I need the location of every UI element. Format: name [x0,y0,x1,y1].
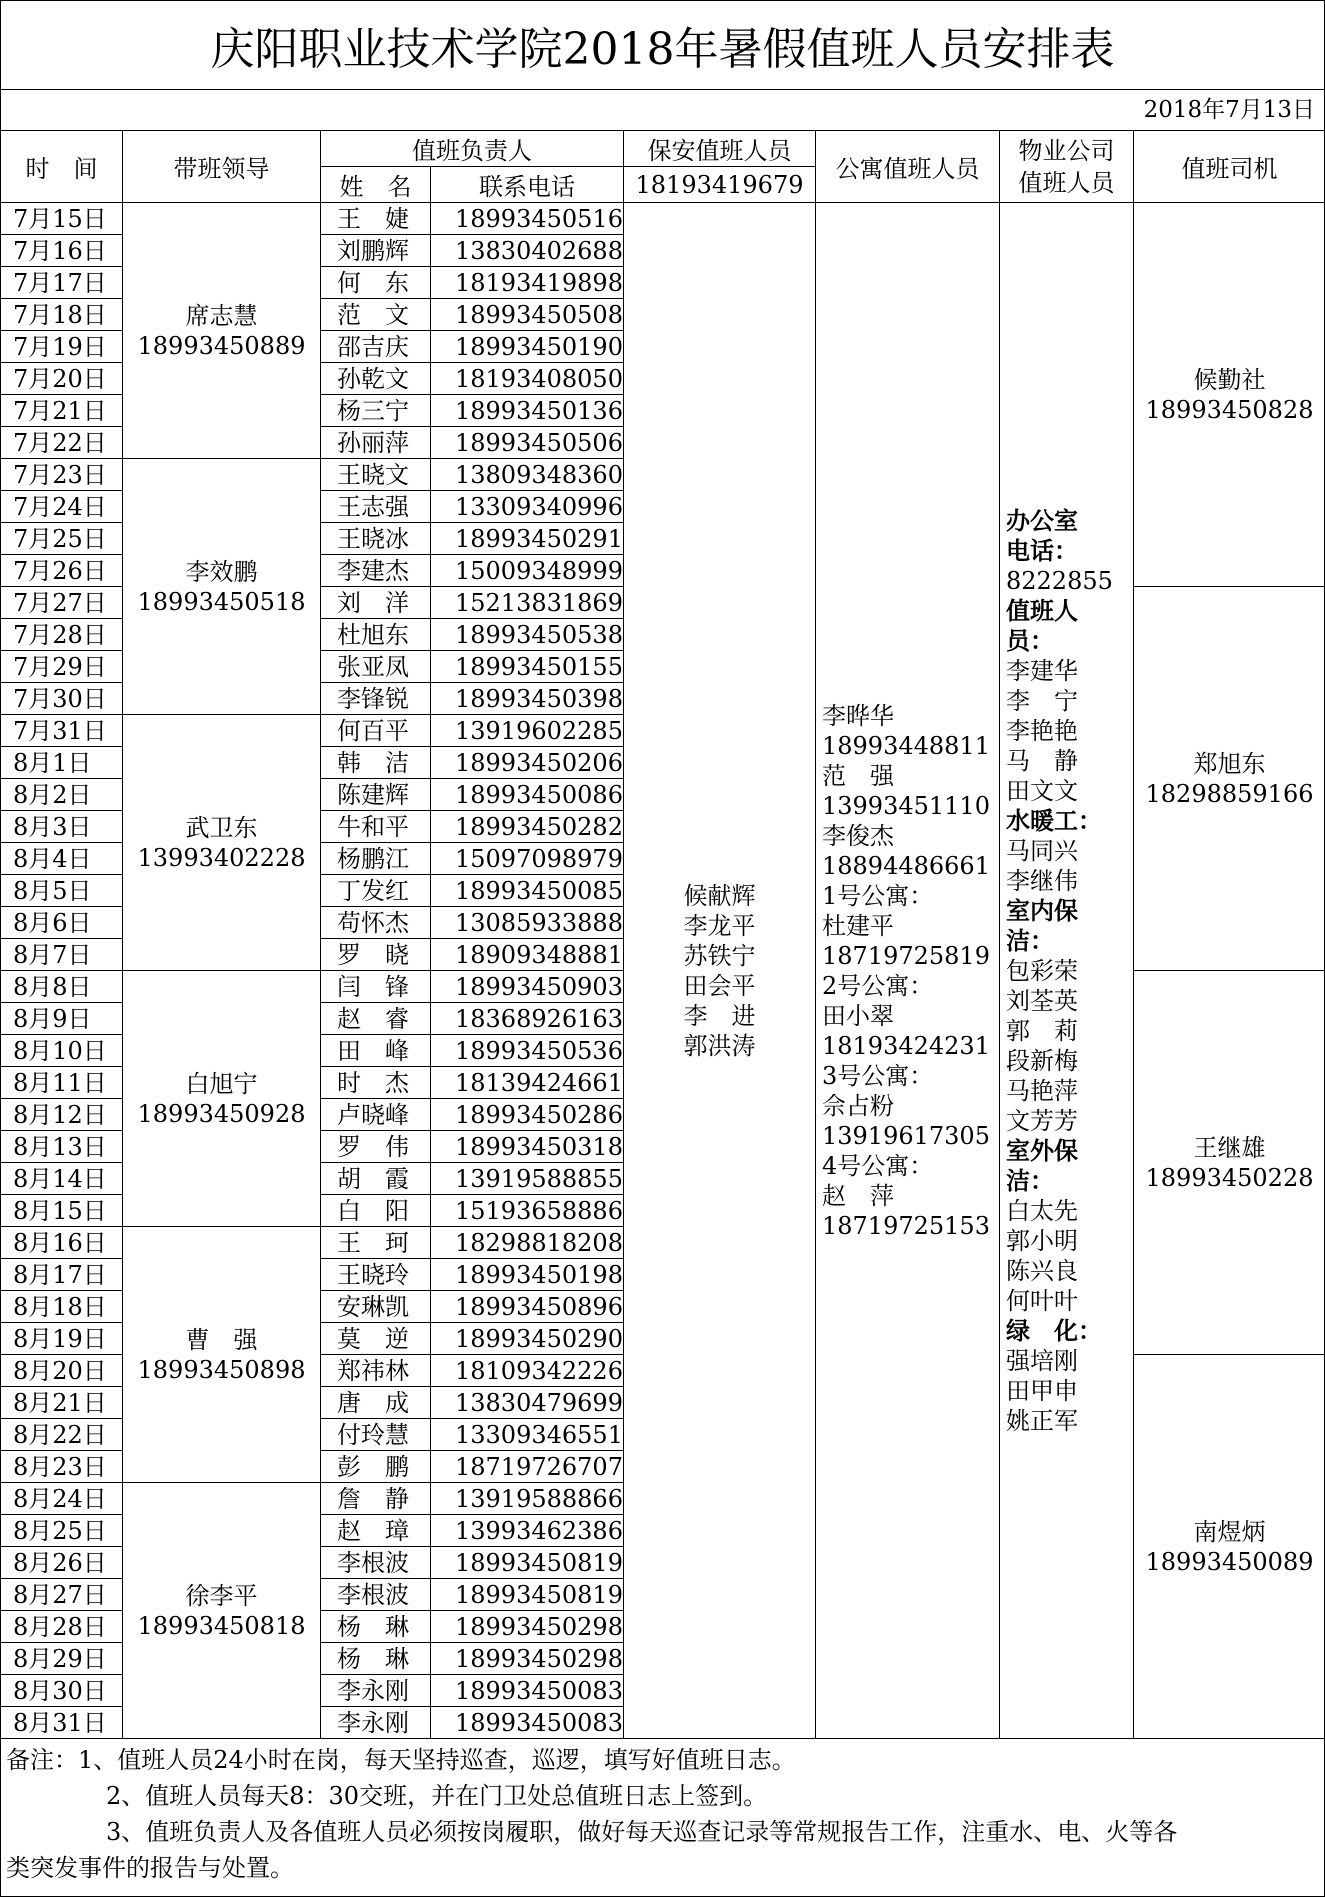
duty-head-name: 王 珂 [321,1227,431,1259]
date-cell: 8月11日 [1,1067,123,1099]
property-staff-line: 马 静 [1006,746,1078,775]
leader-name: 李效鹏 [185,557,258,586]
driver-phone: 18993450089 [1145,1547,1314,1576]
schedule-table [0,130,1325,1739]
duty-head-phone: 18109342226 [431,1355,624,1387]
duty-head-name: 何 东 [321,267,431,299]
driver-cell [1134,587,1325,971]
duty-head-phone: 15009348999 [431,555,624,587]
header-property-line2: 值班人员 [1018,168,1115,197]
duty-head-phone: 18993450286 [431,1099,624,1131]
leader-name: 武卫东 [185,813,258,842]
date-cell: 7月17日 [1,267,123,299]
property-staff-line: 李继伟 [1006,866,1078,895]
driver-phone: 18993450828 [1145,395,1314,424]
duty-head-phone: 18993450291 [431,523,624,555]
duty-head-phone: 18993450290 [431,1323,624,1355]
duty-head-phone: 18993450086 [431,779,624,811]
duty-head-name: 韩 洁 [321,747,431,779]
duty-head-name: 李根波 [321,1579,431,1611]
duty-head-phone: 13309346551 [431,1419,624,1451]
duty-head-phone: 18909348881 [431,939,624,971]
leader-cell [123,715,321,971]
property-staff-line: 郭小明 [1006,1226,1078,1255]
property-section-label: 员： [1006,626,1054,655]
date-cell: 7月21日 [1,395,123,427]
date-cell: 7月31日 [1,715,123,747]
property-section-label: 洁： [1006,1166,1054,1195]
date-cell: 8月19日 [1,1323,123,1355]
property-staff-line: 刘荃英 [1006,986,1078,1015]
date-cell: 8月1日 [1,747,123,779]
date-cell: 7月23日 [1,459,123,491]
security-staff-name: 李 进 [683,1001,756,1030]
property-section-label: 洁： [1006,926,1054,955]
duty-head-phone: 13919602285 [431,715,624,747]
apartment-staff-line: 杜建平 [822,911,894,940]
apartment-staff-line: 1号公寓： [822,881,934,910]
property-section-label: 水暖工： [1006,806,1102,835]
leader-cell [123,971,321,1227]
duty-head-phone: 18993450083 [431,1707,624,1739]
property-staff-line: 包彩荣 [1006,956,1078,985]
date-cell: 8月4日 [1,843,123,875]
date-cell: 8月20日 [1,1355,123,1387]
apartment-staff-line: 18719725819 [822,941,990,970]
property-section-label: 办公室 [1006,506,1078,535]
date-cell: 7月20日 [1,363,123,395]
notes [6,1742,1316,1886]
date-cell: 8月24日 [1,1483,123,1515]
date-cell: 8月31日 [1,1707,123,1739]
header-security: 保安值班人员 [624,131,816,167]
leader-cell [123,459,321,715]
apartment-staff-line: 李俊杰 [822,821,894,850]
date-cell: 8月8日 [1,971,123,1003]
date-cell: 8月26日 [1,1547,123,1579]
date-cell: 7月19日 [1,331,123,363]
duty-head-phone: 18993450318 [431,1131,624,1163]
duty-head-name: 邵吉庆 [321,331,431,363]
date-cell: 7月30日 [1,683,123,715]
date-cell: 8月3日 [1,811,123,843]
duty-head-phone: 18993450198 [431,1259,624,1291]
date-cell: 8月7日 [1,939,123,971]
duty-head-phone: 18993450903 [431,971,624,1003]
date-cell: 8月17日 [1,1259,123,1291]
header-apartment: 公寓值班人员 [816,131,1000,203]
duty-head-name: 苟怀杰 [321,907,431,939]
date-cell: 8月18日 [1,1291,123,1323]
duty-head-name: 卢晓峰 [321,1099,431,1131]
security-staff-name: 李龙平 [683,911,756,940]
duty-head-name: 陈建辉 [321,779,431,811]
duty-head-phone: 18993450506 [431,427,624,459]
duty-head-phone: 18993450155 [431,651,624,683]
duty-head-phone: 18993450819 [431,1579,624,1611]
property-section-label: 室外保 [1006,1136,1078,1165]
apartment-staff-line: 4号公寓： [822,1151,934,1180]
date-cell: 8月16日 [1,1227,123,1259]
duty-head-phone: 13809348360 [431,459,624,491]
apartment-staff-cell [816,203,1000,1739]
duty-head-name: 郑祎林 [321,1355,431,1387]
duty-head-phone: 18993450136 [431,395,624,427]
duty-head-phone: 18993450516 [431,203,624,235]
duty-head-phone: 13919588855 [431,1163,624,1195]
header-property-line1: 物业公司 [1018,136,1115,165]
duty-head-name: 丁发红 [321,875,431,907]
duty-head-name: 胡 霞 [321,1163,431,1195]
header-name: 姓 名 [321,167,431,203]
apartment-staff-line: 赵 萍 [822,1181,894,1210]
property-staff-line: 姚正军 [1006,1406,1078,1435]
driver-name: 南煜炳 [1193,1517,1266,1546]
duty-head-phone: 18993450298 [431,1643,624,1675]
leader-name: 曹 强 [185,1325,258,1354]
apartment-staff-line: 13919617305 [822,1121,990,1150]
duty-head-name: 詹 静 [321,1483,431,1515]
leader-phone: 18993450928 [137,1099,306,1128]
duty-head-name: 莫 逆 [321,1323,431,1355]
duty-head-name: 罗 晓 [321,939,431,971]
header-leader: 带班领导 [123,131,321,203]
leader-phone: 13993402228 [137,843,306,872]
issue-date: 2018年7月13日 [1143,97,1315,123]
property-staff-line: 陈兴良 [1006,1256,1078,1285]
note-line-1: 备注：1、值班人员24小时在岗，每天坚持巡查，巡逻，填写好值班日志。 [6,1746,796,1774]
header-security-phone: 18193419679 [624,167,816,203]
apartment-staff-line: 田小翠 [822,1001,894,1030]
date-cell: 7月18日 [1,299,123,331]
duty-head-phone: 18993450190 [431,331,624,363]
driver-name: 郑旭东 [1193,749,1266,778]
duty-head-name: 李永刚 [321,1675,431,1707]
property-staff-line: 李建华 [1006,656,1078,685]
leader-cell [123,1227,321,1483]
duty-head-phone: 13830479699 [431,1387,624,1419]
duty-head-name: 王志强 [321,491,431,523]
apartment-staff-line: 2号公寓： [822,971,934,1000]
duty-head-name: 杜旭东 [321,619,431,651]
date-cell: 8月13日 [1,1131,123,1163]
apartment-staff-line: 13993451110 [822,791,990,820]
driver-phone: 18993450228 [1145,1163,1314,1192]
duty-head-name: 赵 璋 [321,1515,431,1547]
duty-head-name: 张亚凤 [321,651,431,683]
property-section-label: 电话： [1006,536,1078,565]
duty-head-name: 刘 洋 [321,587,431,619]
date-cell: 8月22日 [1,1419,123,1451]
duty-head-name: 李锋锐 [321,683,431,715]
property-staff-cell [1000,203,1134,1739]
property-staff-line: 何叶叶 [1006,1286,1078,1315]
duty-head-name: 李永刚 [321,1707,431,1739]
duty-head-phone: 18993450896 [431,1291,624,1323]
date-cell: 7月27日 [1,587,123,619]
date-cell: 7月24日 [1,491,123,523]
property-staff-line: 田甲申 [1006,1376,1078,1405]
apartment-staff-line: 李晔华 [822,701,894,730]
duty-head-name: 闫 锋 [321,971,431,1003]
driver-name: 王继雄 [1193,1133,1266,1162]
property-staff-line: 白太先 [1006,1196,1078,1225]
leader-phone: 18993450889 [137,331,306,360]
duty-head-name: 彭 鹏 [321,1451,431,1483]
date-cell: 8月2日 [1,779,123,811]
duty-head-phone: 18193419898 [431,267,624,299]
duty-head-phone: 18993450819 [431,1547,624,1579]
property-section-label: 值班人 [1006,596,1078,625]
duty-head-phone: 15193658886 [431,1195,624,1227]
apartment-staff-line: 佘占粉 [822,1091,894,1120]
driver-name: 候勤社 [1193,365,1266,394]
date-cell: 8月10日 [1,1035,123,1067]
date-cell: 7月28日 [1,619,123,651]
duty-head-phone: 15213831869 [431,587,624,619]
table-row [1,203,1325,235]
duty-head-phone: 13309340996 [431,491,624,523]
leader-name: 白旭宁 [185,1069,258,1098]
header-phone: 联系电话 [431,167,624,203]
property-staff-line: 文芳芳 [1006,1106,1078,1135]
date-cell: 8月30日 [1,1675,123,1707]
security-staff-name: 候献辉 [683,881,756,910]
property-staff-line: 田文文 [1006,776,1078,805]
property-staff-line: 马同兴 [1006,836,1078,865]
date-cell: 8月23日 [1,1451,123,1483]
apartment-staff-line: 18894486661 [822,851,990,880]
duty-head-phone: 13830402688 [431,235,624,267]
date-cell: 8月15日 [1,1195,123,1227]
duty-head-phone: 18993450083 [431,1675,624,1707]
security-staff-name: 田会平 [683,971,756,1000]
duty-head-name: 李根波 [321,1547,431,1579]
property-section-label: 室内保 [1006,896,1078,925]
duty-head-phone: 18993450298 [431,1611,624,1643]
page-title: 庆阳职业技术学院2018年暑假值班人员安排表 [0,0,1325,90]
leader-cell [123,1483,321,1739]
property-staff-line: 李艳艳 [1006,716,1078,745]
leader-phone: 18993450818 [137,1611,306,1640]
property-section-label: 绿 化： [1006,1316,1102,1345]
leader-name: 徐李平 [185,1581,258,1610]
duty-head-phone: 13993462386 [431,1515,624,1547]
duty-head-name: 安琳凯 [321,1291,431,1323]
duty-head-name: 王晓文 [321,459,431,491]
duty-head-name: 杨鹏江 [321,843,431,875]
apartment-staff-line: 18993448811 [822,731,990,760]
apartment-staff-line: 18193424231 [822,1031,990,1060]
date-cell: 8月29日 [1,1643,123,1675]
duty-head-phone: 18993450538 [431,619,624,651]
duty-head-name: 刘鹏辉 [321,235,431,267]
security-staff-name: 苏铁宁 [683,941,756,970]
date-cell: 8月21日 [1,1387,123,1419]
security-staff-cell [624,203,816,1739]
duty-head-name: 唐 成 [321,1387,431,1419]
apartment-staff-line: 范 强 [822,761,894,790]
date-cell: 8月12日 [1,1099,123,1131]
property-staff-line: 李 宁 [1006,686,1078,715]
driver-cell [1134,971,1325,1355]
security-staff-name: 郭洪涛 [683,1031,756,1060]
duty-head-name: 范 文 [321,299,431,331]
duty-head-name: 杨 琳 [321,1643,431,1675]
note-line-2: 2、值班人员每天8：30交班，并在门卫处总值班日志上签到。 [106,1782,768,1810]
duty-head-phone: 15097098979 [431,843,624,875]
apartment-staff-line: 18719725153 [822,1211,990,1240]
duty-head-phone: 18993450536 [431,1035,624,1067]
date-cell: 8月28日 [1,1611,123,1643]
driver-phone: 18298859166 [1145,779,1314,808]
duty-head-name: 白 阳 [321,1195,431,1227]
duty-head-name: 时 杰 [321,1067,431,1099]
date-cell: 8月25日 [1,1515,123,1547]
header-driver: 值班司机 [1134,131,1325,203]
duty-head-phone: 18368926163 [431,1003,624,1035]
leader-phone: 18993450898 [137,1355,306,1384]
duty-head-name: 王 婕 [321,203,431,235]
property-staff-line: 郭 莉 [1006,1016,1078,1045]
duty-head-phone: 18298818208 [431,1227,624,1259]
leader-name: 席志慧 [185,301,258,330]
header-time: 时 间 [1,131,123,203]
duty-head-name: 赵 睿 [321,1003,431,1035]
duty-head-name: 罗 伟 [321,1131,431,1163]
duty-head-name: 孙乾文 [321,363,431,395]
duty-head-name: 牛和平 [321,811,431,843]
duty-head-phone: 18193408050 [431,363,624,395]
duty-head-phone: 18993450085 [431,875,624,907]
header-duty-head: 值班负责人 [321,131,624,167]
duty-head-name: 付玲慧 [321,1419,431,1451]
note-line-4: 类突发事件的报告与处置。 [6,1854,294,1882]
duty-head-phone: 18993450398 [431,683,624,715]
date-cell: 8月27日 [1,1579,123,1611]
duty-head-name: 杨三宁 [321,395,431,427]
duty-head-phone: 13085933888 [431,907,624,939]
duty-head-phone: 18719726707 [431,1451,624,1483]
leader-cell [123,203,321,459]
duty-head-name: 王晓冰 [321,523,431,555]
date-cell: 8月14日 [1,1163,123,1195]
date-cell: 7月15日 [1,203,123,235]
apartment-staff-line: 3号公寓： [822,1061,934,1090]
property-staff-line: 马艳萍 [1006,1076,1078,1105]
date-cell: 7月16日 [1,235,123,267]
duty-head-phone: 18993450508 [431,299,624,331]
date-cell: 8月9日 [1,1003,123,1035]
duty-head-name: 王晓玲 [321,1259,431,1291]
duty-head-phone: 18993450282 [431,811,624,843]
note-line-3: 3、值班负责人及各值班人员必须按岗履职，做好每天巡查记录等常规报告工作，注重水、电、火等各 [106,1818,1178,1846]
header-property [1000,131,1134,203]
duty-head-phone: 18139424661 [431,1067,624,1099]
duty-head-phone: 18993450206 [431,747,624,779]
date-cell: 7月29日 [1,651,123,683]
property-staff-line: 强培刚 [1006,1346,1078,1375]
leader-phone: 18993450518 [137,587,306,616]
property-staff-line: 8222855 [1006,566,1113,595]
driver-cell [1134,203,1325,587]
date-cell: 7月25日 [1,523,123,555]
date-cell: 8月5日 [1,875,123,907]
date-cell: 7月22日 [1,427,123,459]
date-cell: 7月26日 [1,555,123,587]
duty-head-name: 杨 琳 [321,1611,431,1643]
duty-head-name: 何百平 [321,715,431,747]
property-staff-line: 段新梅 [1006,1046,1078,1075]
driver-cell [1134,1355,1325,1739]
duty-head-name: 孙丽萍 [321,427,431,459]
duty-head-name: 田 峰 [321,1035,431,1067]
duty-head-phone: 13919588866 [431,1483,624,1515]
duty-head-name: 李建杰 [321,555,431,587]
date-cell: 8月6日 [1,907,123,939]
